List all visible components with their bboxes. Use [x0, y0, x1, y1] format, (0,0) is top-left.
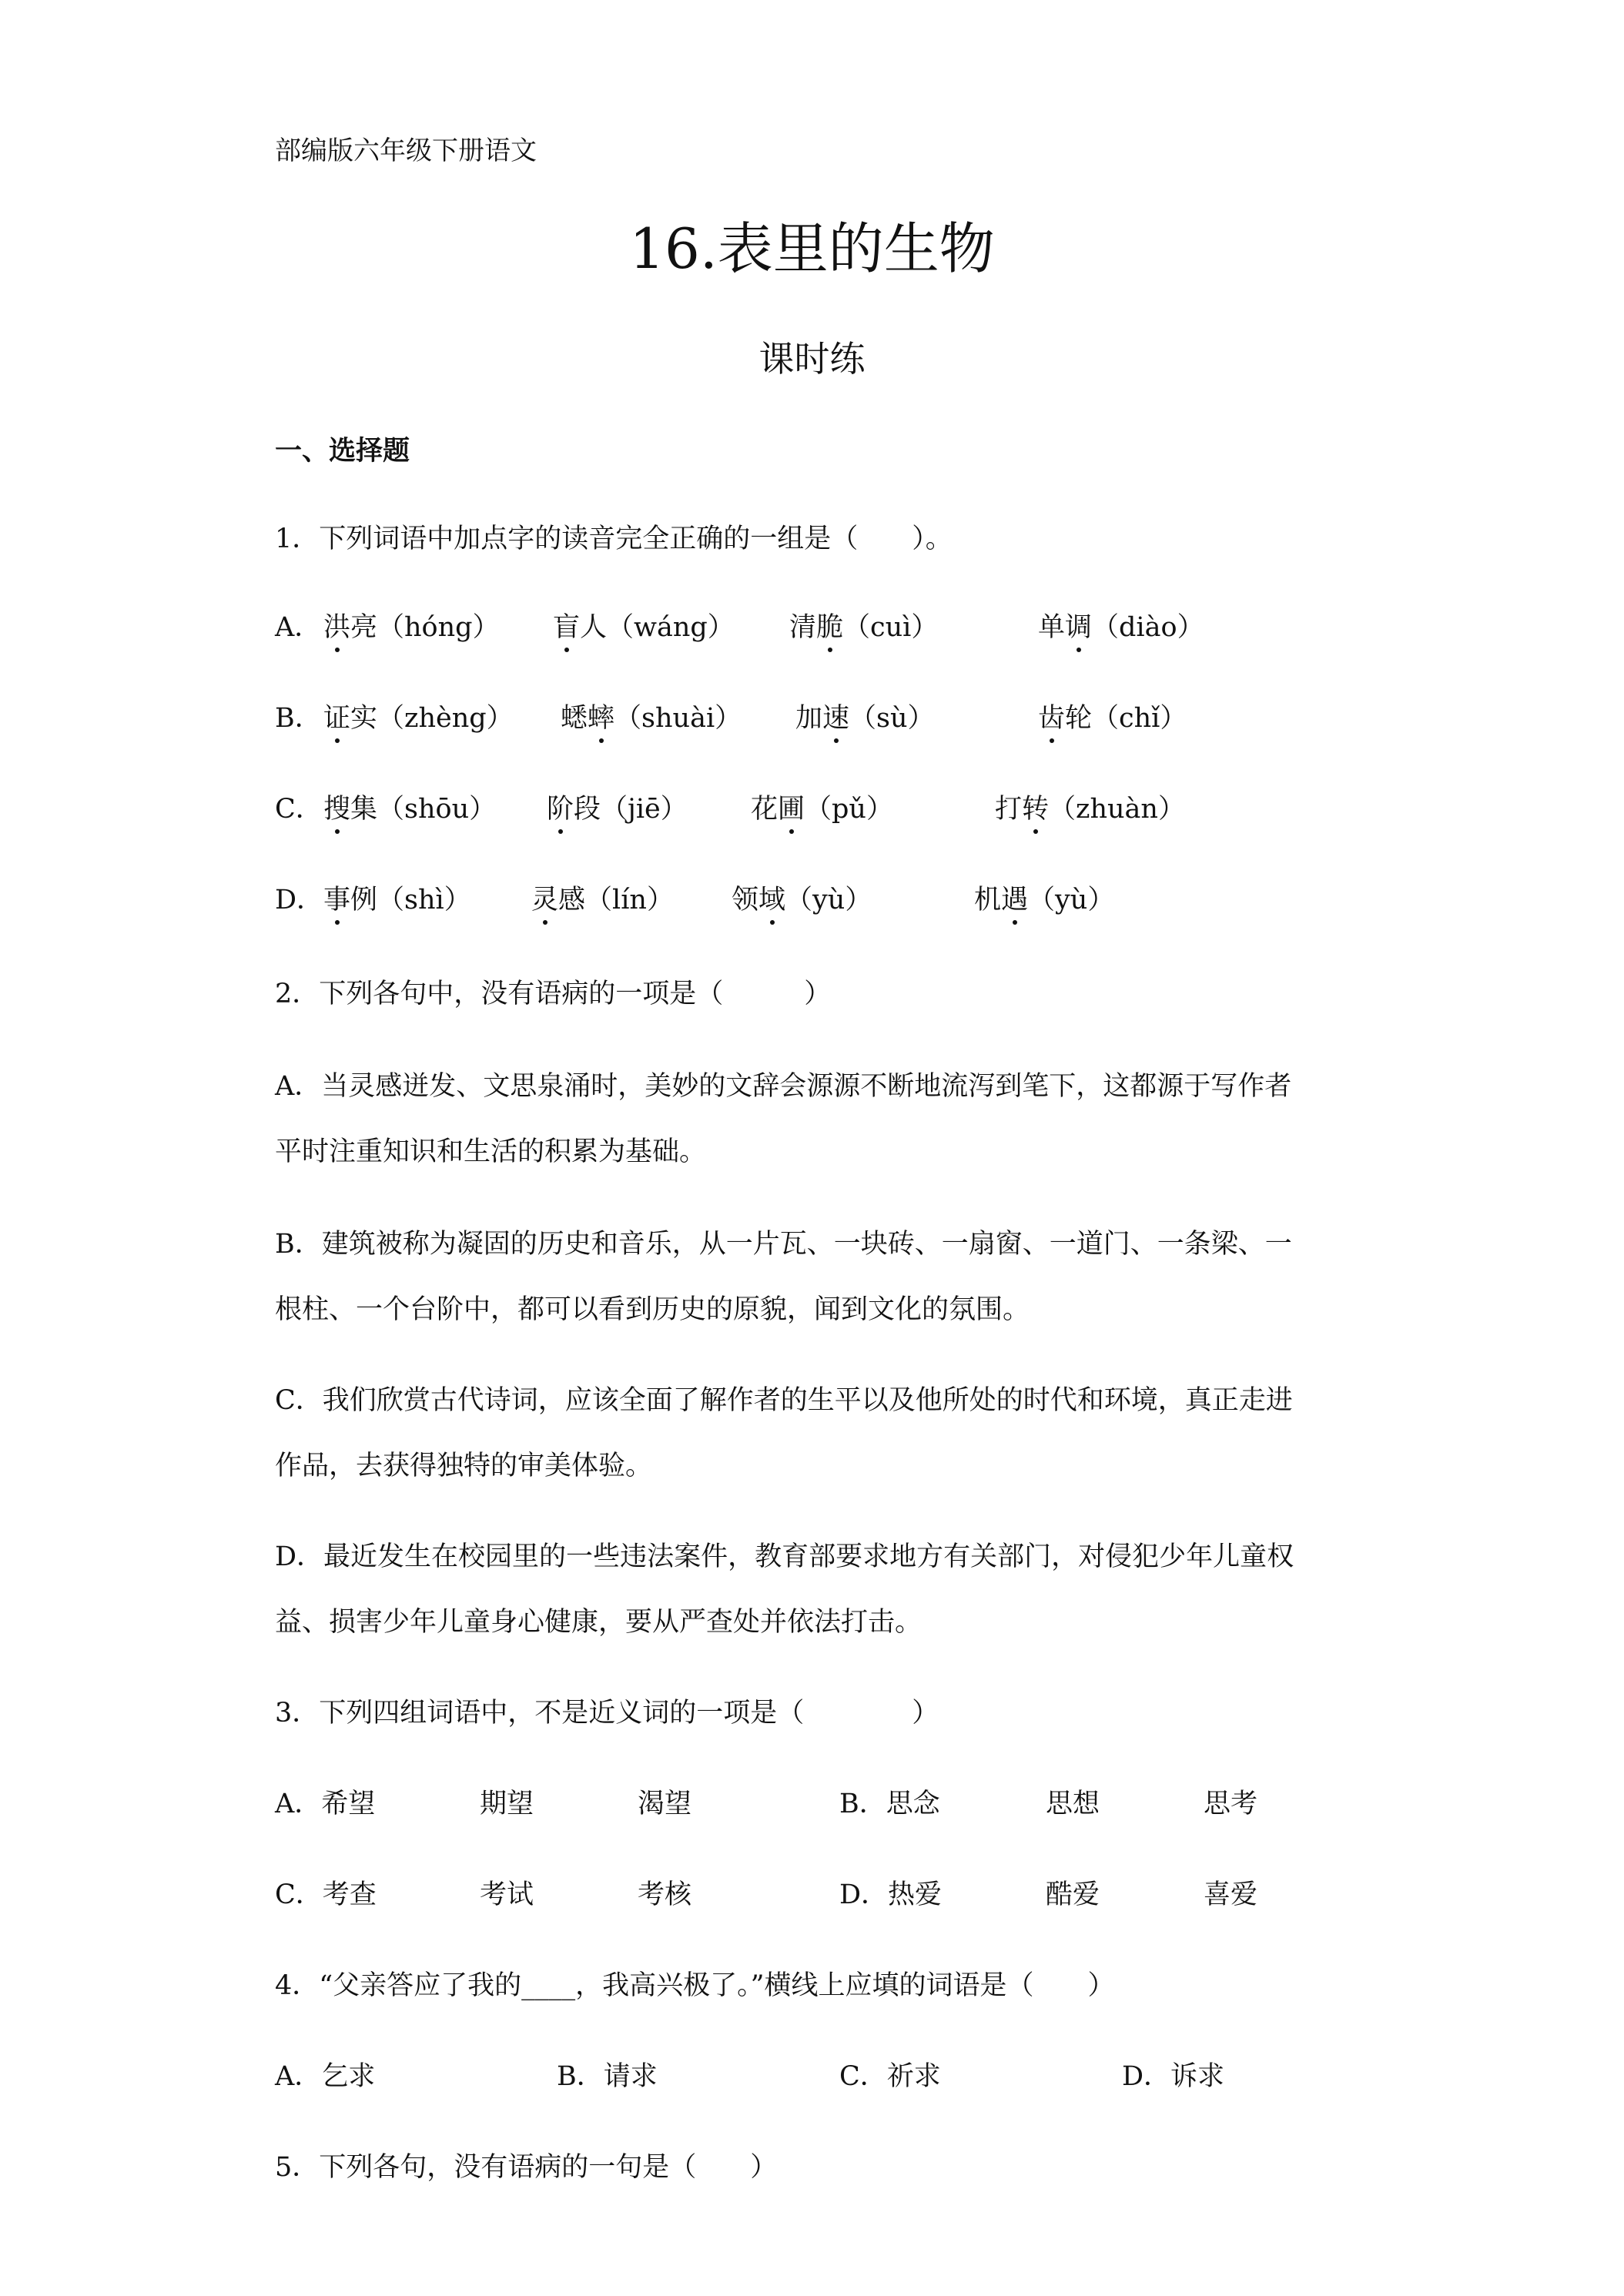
page-subtitle: 课时练 [758, 338, 866, 380]
q3-option-a-word-1: A．希望 [275, 1789, 376, 1819]
q4-option-b: B．请求 [557, 2061, 658, 2092]
q1-b-item-3: 加速（sù） [795, 697, 935, 735]
q3-option-a-word-2: 期望 [480, 1789, 534, 1819]
q1-c-item-3: 花圃（pǔ） [751, 788, 893, 826]
q3-option-a-word-3: 渴望 [638, 1789, 692, 1819]
q3-option-c-word-2: 考试 [480, 1879, 534, 1910]
q2-option-d-line-1: D．最近发生在校园里的一些违法案件，教育部要求地方有关部门，对侵犯少年儿童权 [275, 1541, 1294, 1572]
q5-stem: 5．下列各句，没有语病的一句是（ ） [275, 2152, 778, 2183]
q1-d-item-3: 领域（yù） [732, 879, 872, 917]
q1-b-item-2: 蟋蟀（shuài） [561, 697, 742, 735]
q2-option-c-line-1: C．我们欣赏古代诗词，应该全面了解作者的生平以及他所处的时代和环境，真正走进 [275, 1385, 1293, 1416]
q4-option-c: C．祈求 [839, 2061, 941, 2092]
q3-option-c-word-1: C．考查 [275, 1879, 377, 1910]
q1-option-label: A． [275, 612, 322, 643]
q1-d-item-2: 灵感（lín） [531, 879, 674, 917]
q1-c-item-4: 打转（zhuàn） [995, 788, 1185, 826]
q1-d-item-1: 事例（shì） [323, 879, 471, 917]
q1-stem: 1．下列词语中加点字的读音完全正确的一组是（ ）。 [275, 524, 953, 554]
q4-option-a: A．乞求 [275, 2061, 376, 2092]
q1-c-item-1: 搜集（shōu） [323, 788, 496, 826]
q1-option-label: C． [275, 794, 323, 825]
q3-option-d-word-1: D．热爱 [839, 1879, 943, 1910]
q3-option-b-word-3: 思考 [1204, 1789, 1258, 1819]
q3-option-d-word-3: 喜爱 [1204, 1879, 1258, 1910]
q3-stem: 3．下列四组词语中，不是近义词的一项是（ ） [275, 1698, 939, 1729]
q1-d-item-4: 机遇（yù） [974, 879, 1114, 917]
q2-option-b-line-2: 根柱、一个台阶中，都可以看到历史的原貌，闻到文化的氛围。 [275, 1294, 1030, 1325]
q1-c-item-2: 阶段（jiē） [547, 788, 688, 826]
q1-a-item-2: 盲人（wáng） [553, 606, 735, 644]
q2-option-c-line-2: 作品，去获得独特的审美体验。 [275, 1451, 653, 1481]
q2-option-b-line-1: B．建筑被称为凝固的历史和音乐，从一片瓦、一块砖、一扇窗、一道门、一条梁、一 [275, 1229, 1292, 1260]
document-header: 部编版六年级下册语文 [275, 136, 537, 166]
q2-stem: 2．下列各句中，没有语病的一项是（ ） [275, 979, 832, 1009]
q1-option-label: B． [275, 703, 322, 734]
q1-a-item-3: 清脆（cuì） [789, 606, 938, 644]
q2-option-a-line-1: A．当灵感迸发、文思泉涌时，美妙的文辞会源源不断地流泻到笔下，这都源于写作者 [275, 1071, 1292, 1102]
q1-b-item-1: 证实（zhèng） [323, 697, 514, 735]
q4-option-d: D．诉求 [1122, 2061, 1225, 2092]
page-title: 16.表里的生物 [629, 216, 995, 281]
q1-b-item-4: 齿轮（chǐ） [1038, 697, 1187, 735]
q1-a-item-1: 洪亮（hóng） [323, 606, 500, 644]
q1-option-label: D． [275, 885, 324, 915]
q2-option-d-line-2: 益、损害少年儿童身心健康，要从严查处并依法打击。 [275, 1607, 922, 1638]
q2-option-a-line-2: 平时注重知识和生活的积累为基础。 [275, 1136, 707, 1167]
section-title: 一、选择题 [275, 436, 410, 467]
q3-option-c-word-3: 考核 [638, 1879, 692, 1910]
q3-option-d-word-2: 酷爱 [1046, 1879, 1100, 1910]
q3-option-b-word-1: B．思念 [839, 1789, 940, 1819]
q1-a-item-4: 单调（diào） [1038, 606, 1204, 644]
q3-option-b-word-2: 思想 [1046, 1789, 1100, 1819]
q4-stem: 4．“父亲答应了我的____，我高兴极了。”横线上应填的词语是（ ） [275, 1970, 1115, 2001]
